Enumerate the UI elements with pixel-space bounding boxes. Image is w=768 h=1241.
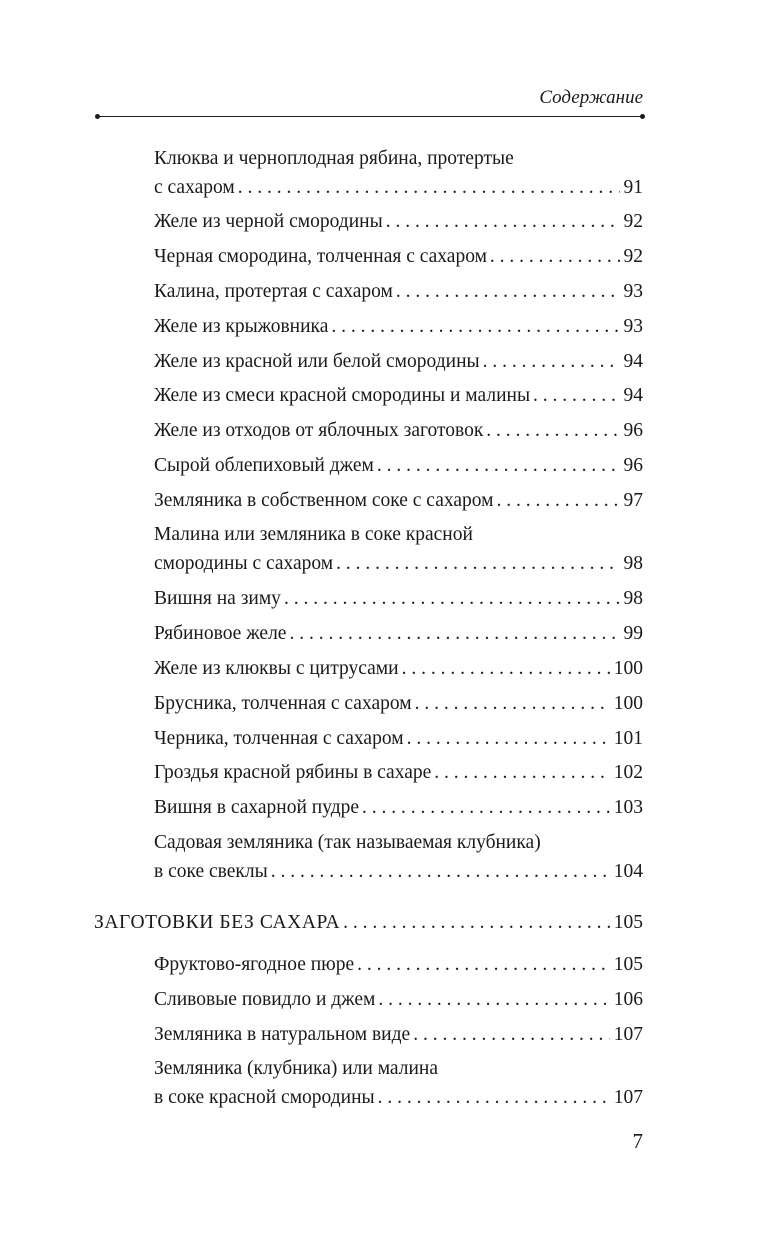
dot-leader bbox=[496, 486, 619, 515]
toc-page-number: 101 bbox=[613, 728, 643, 749]
toc-page-number: 96 bbox=[623, 455, 643, 476]
dot-leader bbox=[284, 584, 620, 613]
toc-page-number: 100 bbox=[613, 693, 643, 714]
dot-leader bbox=[415, 689, 610, 718]
toc-entry-title-line: Желе из крыжовника bbox=[154, 316, 329, 337]
toc-entry bbox=[154, 654, 643, 683]
toc-entry bbox=[154, 242, 643, 271]
toc-entry-title-line: Вишня в сахарной пудре bbox=[154, 797, 360, 818]
running-header-title: Содержание bbox=[539, 87, 643, 108]
toc-entry-title-line: Земляника (клубника) или малина bbox=[154, 1058, 438, 1079]
dot-leader bbox=[289, 619, 619, 648]
toc-page-number: 93 bbox=[623, 316, 643, 337]
page-number: 7 bbox=[632, 1129, 643, 1153]
toc-page-number: 99 bbox=[623, 623, 643, 644]
toc-entry bbox=[154, 486, 643, 515]
toc-entry-title-line: Сырой облепиховый джем bbox=[154, 455, 374, 476]
dot-leader bbox=[402, 654, 610, 683]
header-rule bbox=[97, 116, 643, 117]
toc-entry bbox=[154, 758, 643, 787]
toc-page-number: 100 bbox=[613, 658, 643, 679]
toc-entry bbox=[154, 724, 643, 753]
dot-leader bbox=[490, 242, 620, 271]
toc-entry-title-line: в соке свеклы bbox=[154, 861, 268, 882]
toc-entry-title-line: Калина, протертая с сахаром bbox=[154, 281, 393, 302]
dot-leader bbox=[483, 347, 620, 376]
toc-entry bbox=[154, 416, 643, 445]
toc-entry bbox=[154, 207, 643, 236]
toc-page-number: 102 bbox=[613, 762, 643, 783]
toc-entry-title-line: Желе из клюквы с цитрусами bbox=[154, 658, 399, 679]
dot-leader bbox=[378, 985, 609, 1014]
dot-leader bbox=[378, 1083, 610, 1112]
toc-page-number: 104 bbox=[613, 861, 643, 882]
toc-page-number: 96 bbox=[623, 420, 643, 441]
toc-entry bbox=[154, 950, 643, 979]
dot-leader bbox=[396, 277, 620, 306]
toc-entry bbox=[154, 828, 643, 886]
toc-entry-title-line: Садовая земляника (так называемая клубника) bbox=[154, 832, 541, 853]
toc-entry bbox=[154, 520, 643, 578]
toc-entry bbox=[154, 584, 643, 613]
dot-leader bbox=[377, 451, 620, 480]
toc-entry bbox=[154, 619, 643, 648]
toc-entry-title-line: Клюква и черноплодная рябина, протертые bbox=[154, 148, 514, 169]
toc-entry bbox=[154, 277, 643, 306]
toc-entry bbox=[154, 1054, 643, 1112]
toc-page-number: 107 bbox=[613, 1087, 643, 1108]
toc-entry-title-line: Гроздья красной рябины в сахаре bbox=[154, 762, 432, 783]
toc-page-number: 98 bbox=[623, 553, 643, 574]
dot-leader bbox=[434, 758, 609, 787]
toc-entry bbox=[154, 451, 643, 480]
toc-entry-title-line: Черника, толченная с сахаром bbox=[154, 728, 404, 749]
toc-entry bbox=[154, 381, 643, 410]
dot-leader bbox=[238, 173, 620, 202]
toc-entry-title-line: Желе из красной или белой смородины bbox=[154, 351, 480, 372]
toc-entry bbox=[154, 144, 643, 202]
toc-entry-title-line: Черная смородина, толченная с сахаром bbox=[154, 246, 487, 267]
toc-entry-title-line: ЗАГОТОВКИ БЕЗ САХАРА bbox=[94, 912, 341, 933]
toc-entry-title-line: Желе из смеси красной смородины и малины bbox=[154, 385, 531, 406]
dot-leader bbox=[336, 549, 619, 578]
toc-entry bbox=[154, 689, 643, 718]
dot-leader bbox=[357, 950, 610, 979]
dot-leader bbox=[413, 1020, 610, 1049]
toc-entry bbox=[154, 1020, 643, 1049]
dot-leader bbox=[343, 908, 610, 937]
toc-entry-title-line: Желе из отходов от яблочных заготовок bbox=[154, 420, 484, 441]
toc-page-number: 103 bbox=[613, 797, 643, 818]
toc-page-number: 92 bbox=[623, 246, 643, 267]
toc-page-number: 93 bbox=[623, 281, 643, 302]
toc-entry-title-line: в соке красной смородины bbox=[154, 1087, 375, 1108]
toc-page-number: 92 bbox=[623, 211, 643, 232]
dot-leader bbox=[271, 857, 610, 886]
toc-page-number: 91 bbox=[623, 177, 643, 198]
toc-page-number: 97 bbox=[623, 490, 643, 511]
dot-leader bbox=[486, 416, 619, 445]
toc-entry-title-line: Брусника, толченная с сахаром bbox=[154, 693, 412, 714]
toc-entry bbox=[154, 312, 643, 341]
toc-entry-title-line: смородины с сахаром bbox=[154, 553, 334, 574]
dot-leader bbox=[362, 793, 610, 822]
toc-page-number: 105 bbox=[613, 954, 643, 975]
dot-leader bbox=[331, 312, 619, 341]
toc-entry-title-line: Рябиновое желе bbox=[154, 623, 287, 644]
toc-entry-title-line: Малина или земляника в соке красной bbox=[154, 524, 473, 545]
toc-entry bbox=[154, 347, 643, 376]
dot-leader bbox=[407, 724, 610, 753]
toc-page-number: 94 bbox=[623, 351, 643, 372]
toc-entry bbox=[154, 985, 643, 1014]
toc-entry-title-line: с сахаром bbox=[154, 177, 235, 198]
toc-page-number: 107 bbox=[613, 1024, 643, 1045]
dot-leader bbox=[386, 207, 620, 236]
toc-page-number: 105 bbox=[613, 912, 643, 933]
toc-page-number: 106 bbox=[613, 989, 643, 1010]
toc-entry bbox=[154, 793, 643, 822]
toc-page-number: 98 bbox=[623, 588, 643, 609]
toc-entry-title-line: Желе из черной смородины bbox=[154, 211, 383, 232]
toc-page-number: 94 bbox=[623, 385, 643, 406]
toc-section-entry bbox=[94, 908, 643, 937]
toc-entry-title-line: Земляника в собственном соке с сахаром bbox=[154, 490, 494, 511]
dot-leader bbox=[533, 381, 619, 410]
toc-entry-title-line: Земляника в натуральном виде bbox=[154, 1024, 411, 1045]
toc-entry-title-line: Вишня на зиму bbox=[154, 588, 281, 609]
toc-entry-title-line: Сливовые повидло и джем bbox=[154, 989, 376, 1010]
toc-entry-title-line: Фруктово-ягодное пюре bbox=[154, 954, 355, 975]
